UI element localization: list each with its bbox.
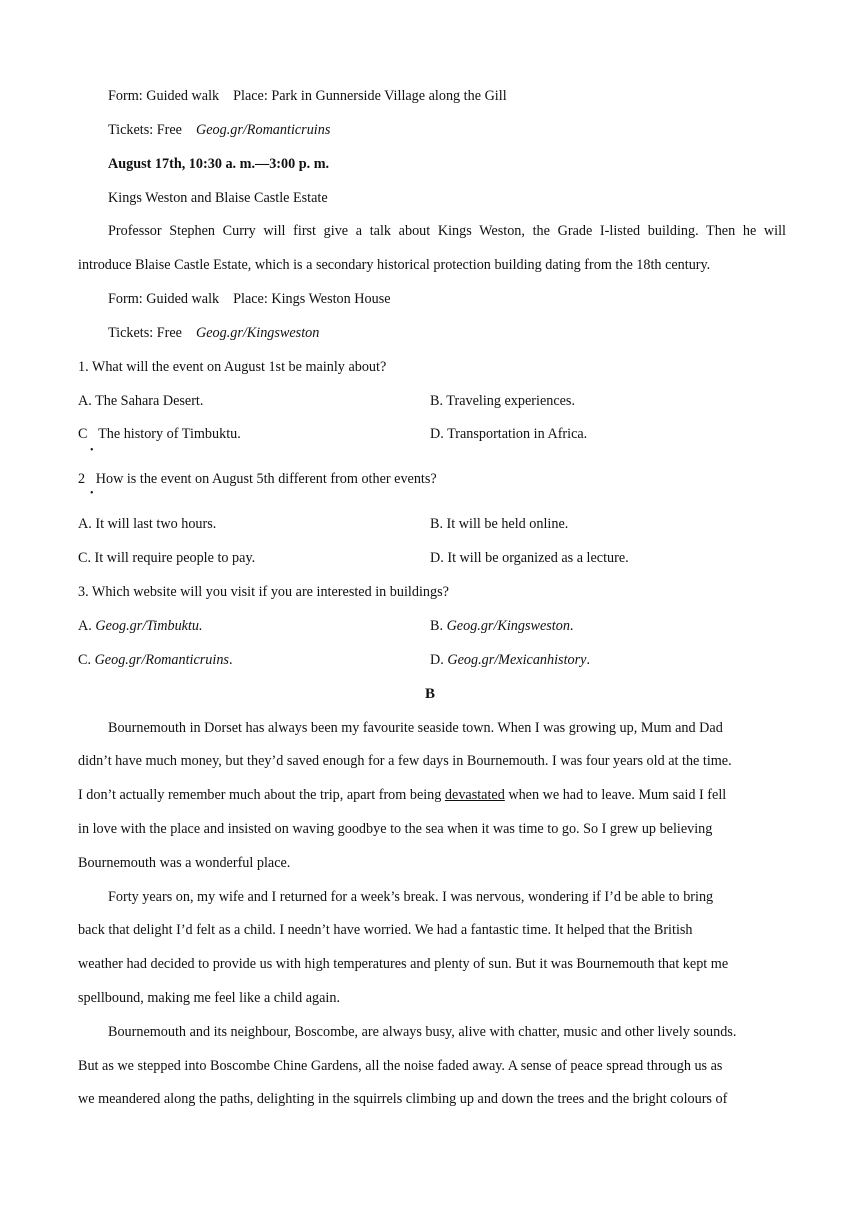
question-2-options-ab (78, 514, 786, 534)
question-3-option-b-period: . (569, 618, 574, 634)
p1-line3-pre: I don’t actually remember much about the trip, apart from being (78, 787, 445, 803)
p3-line3: we meandered along the paths, delighting in the squirrels climbing up and down the trees and the bright colours of (78, 1091, 728, 1107)
p3-line1: Bournemouth and its neighbour, Boscombe, are always busy, alive with chatter, music and other lively sounds. (108, 1024, 737, 1040)
question-3-option-c-period: . (228, 652, 233, 668)
question-2-options-cd (78, 548, 786, 568)
underlined-word: devastated (444, 787, 505, 803)
question-2-option-a: A. It will last two hours. (78, 516, 217, 532)
p2-line1: Forty years on, my wife and I returned for a week’s break. I was nervous, wondering if I’d be able to bring (108, 889, 714, 905)
question-3-options-ab (78, 616, 786, 636)
question-1-option-c-prefix: C (78, 426, 88, 442)
event4-title: Kings Weston and Blaise Castle Estate (108, 190, 328, 206)
event3-form: Form: Guided walk (108, 88, 220, 104)
stray-dot-mark: • (90, 488, 94, 499)
question-1-option-b: B. Traveling experiences. (430, 393, 575, 409)
question-1-options-cd (78, 424, 786, 444)
event3-tickets-label: Tickets: Free (108, 122, 182, 138)
p2-line4: spellbound, making me feel like a child again. (78, 990, 340, 1006)
event4-tickets (108, 323, 786, 343)
question-2-option-c: C. It will require people to pay. (78, 550, 256, 566)
question-1-option-a: A. The Sahara Desert. (78, 393, 204, 409)
question-3-option-b-prefix: B. (430, 618, 447, 634)
event4-tickets-label: Tickets: Free (108, 325, 182, 341)
section-b-heading: B (424, 686, 435, 702)
p1-line3 (78, 785, 786, 805)
event3-link: Geog.gr/Romanticruins (195, 122, 331, 138)
question-3-option-a-link: Geog.gr/Timbuktu. (95, 618, 203, 634)
event4-desc-line1: Professor Stephen Curry will first give a talk about Kings Weston, the Grade I-listed building. Then he will (108, 223, 786, 239)
question-1-stem: 1. What will the event on August 1st be mainly about? (78, 359, 387, 375)
question-3-option-d-prefix: D. (430, 652, 448, 668)
event4-date: August 17th, 10:30 a. m.—3:00 p. m. (108, 156, 330, 172)
event4-form: Form: Guided walk (108, 291, 220, 307)
question-1-options-ab (78, 391, 786, 411)
question-2-stem (78, 469, 786, 489)
event3-place: Place: Park in Gunnerside Village along the Gill (233, 88, 507, 104)
question-1-option-c: The history of Timbuktu. (98, 426, 241, 442)
p1-line2: didn’t have much money, but they’d saved enough for a few days in Bournemouth. I was four years old at the time. (78, 753, 732, 769)
question-3-option-a-prefix: A. (78, 618, 96, 634)
p2-line3: weather had decided to provide us with high temperatures and plenty of sun. But it was Bournemouth that kept me (78, 956, 729, 972)
event3-form-place (108, 86, 786, 106)
question-3-option-d-link: Geog.gr/Mexicanhistory (447, 652, 587, 668)
question-3-options-cd (78, 650, 786, 670)
question-3-option-d (430, 650, 590, 670)
question-3-stem: 3. Which website will you visit if you are interested in buildings? (78, 584, 449, 600)
question-3-option-c-link: Geog.gr/Romanticruins (94, 652, 229, 668)
question-3-option-b (430, 616, 573, 636)
question-3-option-c-prefix: C. (78, 652, 95, 668)
p2-line2: back that delight I’d felt as a child. I needn’t have worried. We had a fantastic time. It helped that the British (78, 922, 693, 938)
p1-line4: in love with the place and insisted on waving goodbye to the sea when it was time to go. So I grew up believing (78, 821, 713, 837)
question-3-option-b-link: Geog.gr/Kingsweston (446, 618, 570, 634)
question-1-option-d: D. Transportation in Africa. (430, 426, 588, 442)
event4-form-place (108, 289, 786, 309)
p1-line3-post: when we had to leave. Mum said I fell (504, 787, 727, 803)
p1-line5: Bournemouth was a wonderful place. (78, 855, 291, 871)
question-2-prefix: 2 (78, 471, 86, 487)
event4-link: Geog.gr/Kingsweston (195, 325, 320, 341)
question-2-option-b: B. It will be held online. (430, 516, 569, 532)
question-3-option-d-period: . (586, 652, 590, 668)
event4-place: Place: Kings Weston House (233, 291, 391, 307)
p3-line2: But as we stepped into Boscombe Chine Gardens, all the noise faded away. A sense of peace spread through us as (78, 1058, 723, 1074)
question-2-text: How is the event on August 5th different from other events? (95, 471, 437, 487)
event3-tickets (108, 120, 786, 140)
p1-line1: Bournemouth in Dorset has always been my favourite seaside town. When I was growing up, Mum and Dad (108, 720, 723, 736)
question-2-option-d: D. It will be organized as a lecture. (430, 550, 629, 566)
stray-dot-mark: • (90, 445, 94, 456)
event4-desc-line2: introduce Blaise Castle Estate, which is a secondary historical protection building dating from the 18th century. (78, 257, 711, 273)
